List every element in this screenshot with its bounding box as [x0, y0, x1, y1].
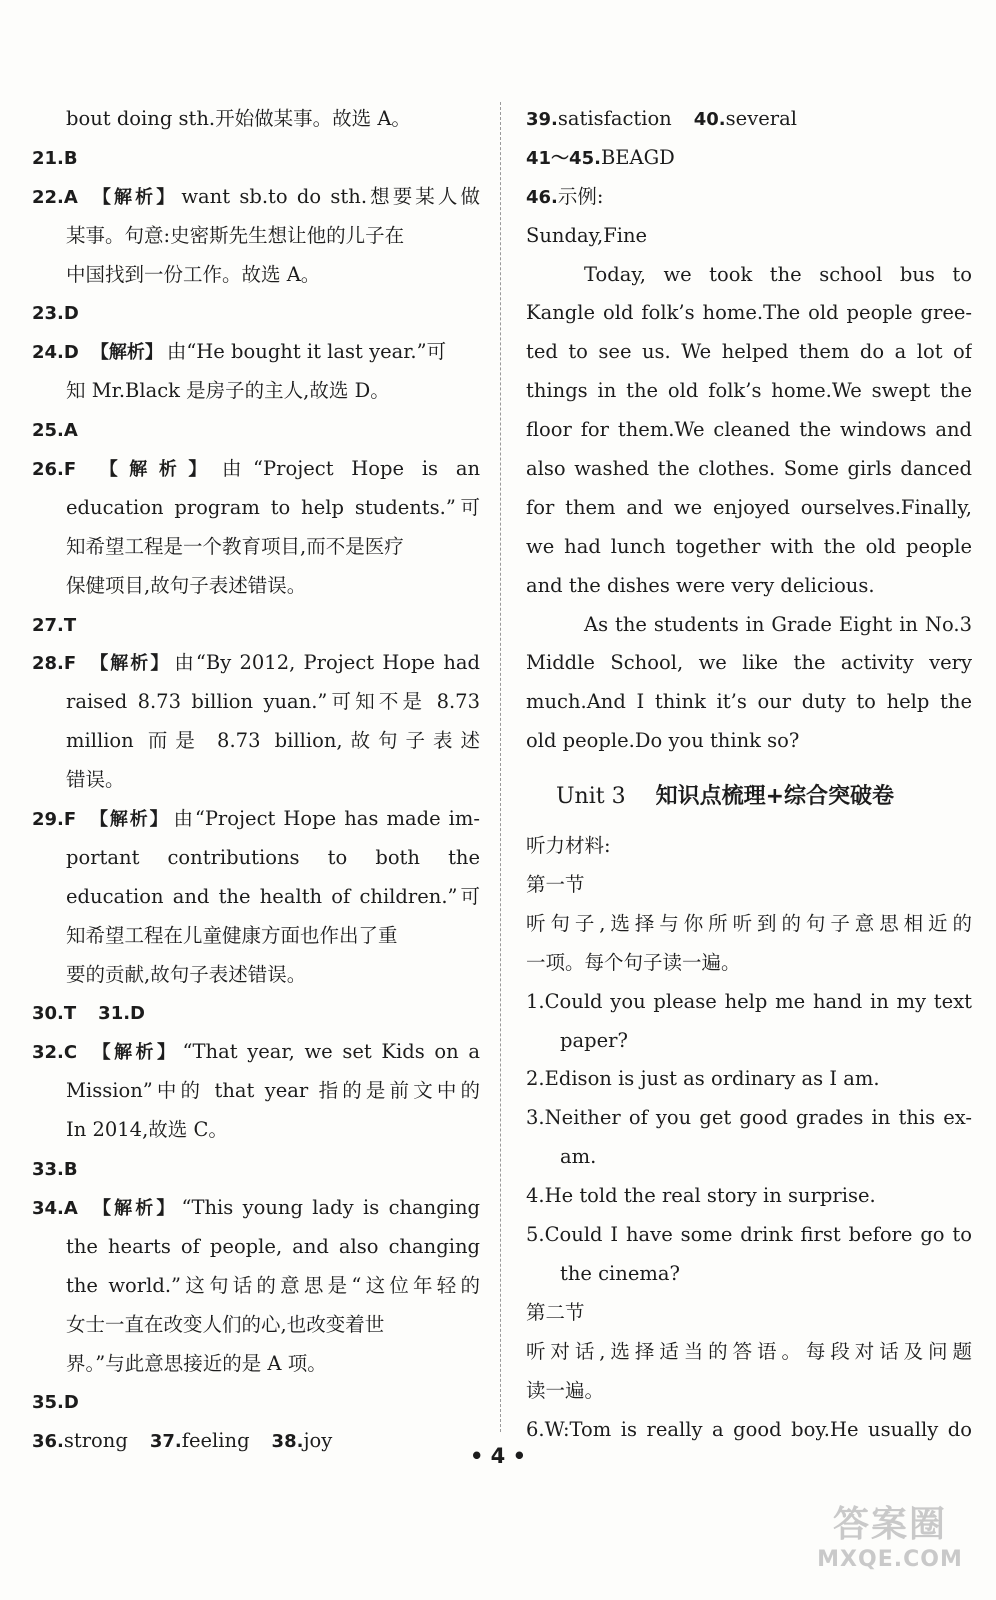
text-line — [526, 722, 972, 761]
watermark-logo — [810, 1496, 970, 1586]
answer-number: 26.F — [32, 459, 77, 481]
page-number: • 4 • — [469, 1444, 527, 1468]
text-line — [32, 1111, 480, 1150]
listening-material — [526, 827, 972, 1449]
line-text: Middle School, we like the activity very — [526, 651, 972, 675]
answer-number: 27.T — [32, 614, 77, 636]
text-line — [32, 294, 480, 333]
composition-answer — [526, 100, 972, 761]
text-line — [32, 722, 480, 761]
line-text: am. — [560, 1145, 597, 1169]
line-text: strong — [63, 1429, 128, 1453]
text-line — [526, 567, 972, 606]
line-text: the world.”这句话的意思是“这位年轻的 — [66, 1273, 480, 1297]
text-line — [526, 1177, 972, 1216]
left-column — [32, 100, 480, 1461]
line-text: 保健项目,故句子表述错误。 — [66, 573, 307, 597]
line-text: 第一节 — [526, 873, 585, 897]
text-line — [32, 1306, 480, 1345]
answer-number: 46. — [526, 186, 558, 208]
analysis-tag: 【解析】 — [88, 809, 170, 831]
text-line — [526, 217, 972, 256]
line-text: bout doing sth.开始做某事。故选 A。 — [66, 107, 411, 130]
line-text: much.And I think it’s our duty to help the — [526, 690, 972, 714]
answer-number: 39. — [526, 109, 558, 130]
line-text: 4.He told the real story in surprise. — [526, 1184, 876, 1208]
text-line — [526, 866, 972, 905]
text-line — [32, 606, 480, 645]
line-text: 一项。每个句子读一遍。 — [526, 950, 741, 974]
answer-number: 23.D — [32, 303, 79, 325]
text-line — [32, 1072, 480, 1111]
text-line — [526, 905, 972, 944]
line-text: the hearts of people, and also changing — [66, 1234, 480, 1258]
answer-number: 29.F — [32, 809, 77, 831]
text-line — [526, 1099, 972, 1138]
text-line — [526, 139, 972, 178]
line-text: joy — [303, 1429, 333, 1453]
line-text: 界。”与此意思接近的是 A 项。 — [66, 1351, 327, 1375]
line-text: portant contributions to both the — [66, 845, 480, 869]
unit-title: 知识点梳理+综合突破卷 — [655, 784, 895, 810]
column-divider — [500, 102, 501, 1432]
line-text: 第二节 — [526, 1300, 585, 1324]
line-text: 读一遍。 — [526, 1378, 605, 1402]
text-line — [32, 917, 480, 956]
analysis-tag: 【解析】 — [89, 186, 178, 208]
answer-number: 38. — [271, 1431, 304, 1453]
line-text: 1.Could you please help me hand in my text — [526, 989, 972, 1013]
unit-heading — [526, 767, 972, 827]
text-line — [32, 411, 480, 450]
text-line — [32, 761, 480, 800]
analysis-tag: 【解析】 — [88, 653, 171, 675]
text-line — [526, 944, 972, 983]
text-line — [526, 372, 972, 411]
line-text: 女士一直在改变人们的心,也改变着世 — [66, 1312, 385, 1336]
text-line — [32, 683, 480, 722]
line-text: we had lunch together with the old people — [526, 534, 972, 558]
text-line — [32, 800, 480, 839]
answer-number: 34.A — [32, 1197, 78, 1219]
answer-number: 40. — [693, 109, 726, 130]
line-text: Today, we took the school bus to — [584, 262, 972, 286]
text-line — [32, 256, 480, 295]
line-text: Sunday,Fine — [526, 223, 648, 247]
answer-number: 33.B — [32, 1159, 78, 1181]
text-line — [526, 450, 972, 489]
line-text: things in the old folk’s home.We swept the — [526, 379, 972, 403]
text-line — [526, 683, 972, 722]
text-line — [32, 372, 480, 411]
line-text: 听对话,选择适当的答语。每段对话及问题 — [526, 1339, 972, 1363]
line-text: 知 Mr.Black 是房子的主人,故选 D。 — [66, 379, 390, 403]
text-line — [32, 333, 480, 372]
answer-number: 36. — [32, 1431, 64, 1453]
line-text: In 2014,故选 C。 — [66, 1118, 228, 1142]
text-line — [32, 839, 480, 878]
text-line — [526, 333, 972, 372]
answer-number: 30.T — [32, 1003, 77, 1025]
line-text: several — [725, 107, 797, 130]
text-line — [526, 528, 972, 567]
line-text: 错误。 — [66, 768, 125, 792]
text-line — [32, 1267, 480, 1306]
line-text: floor for them.We cleaned the windows and — [526, 418, 972, 442]
watermark-logo-text: 答案圈 — [832, 1504, 947, 1545]
text-line — [32, 178, 480, 217]
text-line — [32, 528, 480, 567]
line-text: old people.Do you think so? — [526, 729, 800, 753]
line-text: for them and we enjoyed ourselves.Finally, — [526, 495, 972, 519]
answer-number: 32.C — [32, 1042, 78, 1064]
answer-number: 31.D — [98, 1003, 145, 1025]
text-line — [32, 994, 480, 1033]
text-line — [32, 100, 480, 139]
line-text: 6.W:Tom is really a good boy.He usually do — [526, 1417, 972, 1441]
text-line — [526, 1138, 972, 1177]
text-line — [526, 1022, 972, 1061]
line-text: As the students in Grade Eight in No.3 — [584, 612, 972, 636]
answer-number: 25.A — [32, 420, 78, 442]
text-line — [32, 139, 480, 178]
line-text: 中国找到一份工作。故选 A。 — [66, 262, 321, 286]
line-text: 5.Could I have some drink first before go to — [526, 1223, 972, 1247]
text-line — [526, 178, 972, 217]
text-line — [32, 489, 480, 528]
line-text: paper? — [560, 1028, 628, 1052]
text-line — [526, 983, 972, 1022]
text-line — [526, 1294, 972, 1333]
text-line — [32, 1189, 480, 1228]
text-line — [526, 644, 972, 683]
text-line — [526, 1060, 972, 1099]
text-line — [32, 1150, 480, 1189]
line-text: 知希望工程在儿童健康方面也作出了重 — [66, 923, 398, 947]
text-line — [526, 411, 972, 450]
text-line — [526, 100, 972, 139]
line-text: want sb.to do sth.想要某人做 — [181, 184, 480, 208]
line-text: raised 8.73 billion yuan.”可知不是 8.73 — [66, 690, 480, 714]
line-text: and the dishes were very delicious. — [526, 573, 875, 597]
line-text: 知希望工程是一个教育项目,而不是医疗 — [66, 534, 404, 558]
line-text: ted to see us. We helped them do a lot of — [526, 340, 972, 364]
text-line — [32, 1033, 480, 1072]
answer-number: 28.F — [32, 653, 77, 675]
text-line — [32, 450, 480, 489]
text-line — [526, 827, 972, 866]
line-text: million 而是 8.73 billion,故句子表述 — [66, 729, 480, 753]
line-text: 听力材料: — [526, 834, 611, 858]
analysis-tag: 【解析】 — [90, 342, 163, 364]
line-text: BEAGD — [600, 145, 675, 169]
line-text: education and the health of children.”可 — [66, 884, 480, 908]
text-line — [32, 956, 480, 995]
line-text: satisfaction — [557, 107, 672, 130]
answer-number: 35.D — [32, 1392, 79, 1414]
line-text: the cinema? — [560, 1261, 680, 1285]
answer-number: 41～45. — [526, 147, 601, 169]
line-text: 要的贡献,故句子表述错误。 — [66, 962, 307, 986]
line-text: 由“By 2012, Project Hope had — [174, 651, 480, 675]
line-text: “That year, we set Kids on a — [182, 1040, 480, 1064]
line-text: also washed the clothes. Some girls danced — [526, 457, 972, 481]
text-line — [526, 606, 972, 645]
line-text: “This young lady is changing — [181, 1195, 480, 1219]
line-text: 某事。句意:史密斯先生想让他的儿子在 — [66, 223, 405, 247]
text-line — [526, 1216, 972, 1255]
text-line — [32, 1383, 480, 1422]
right-column — [526, 100, 972, 1449]
text-line — [526, 1372, 972, 1411]
text-line — [526, 1333, 972, 1372]
line-text: 示例: — [557, 184, 604, 208]
answer-number: 24.D — [32, 342, 79, 364]
text-line — [32, 878, 480, 917]
text-line — [32, 1345, 480, 1384]
unit-number: Unit 3 — [556, 784, 626, 810]
line-text: feeling — [181, 1429, 250, 1453]
text-line — [32, 644, 480, 683]
text-line — [526, 489, 972, 528]
analysis-tag: 【解析】 — [89, 1042, 179, 1064]
text-line — [526, 1255, 972, 1294]
line-text: education program to help students.”可 — [66, 495, 480, 519]
text-line — [526, 256, 972, 295]
line-text: Mission”中的 that year 指的是前文中的 — [66, 1079, 480, 1103]
line-text: 由“Project Hope is an — [221, 457, 480, 481]
line-text: 2.Edison is just as ordinary as I am. — [526, 1067, 880, 1091]
line-text: 听句子,选择与你所听到的句子意思相近的 — [526, 911, 972, 935]
text-line — [526, 294, 972, 333]
text-line — [32, 1228, 480, 1267]
analysis-tag: 【解析】 — [89, 1197, 178, 1219]
watermark-site: MXQE.COM — [817, 1547, 963, 1572]
line-text: Kangle old folk’s home.The old people gree- — [526, 301, 972, 325]
text-line — [32, 217, 480, 256]
answer-number: 37. — [149, 1431, 182, 1453]
answer-number: 21.B — [32, 147, 78, 169]
text-line — [32, 567, 480, 606]
line-text: 由“He bought it last year.”可 — [166, 340, 447, 364]
line-text: 由“Project Hope has made im- — [173, 807, 480, 831]
answer-number: 22.A — [32, 186, 78, 208]
line-text: 3.Neither of you get good grades in this ex- — [526, 1106, 972, 1130]
analysis-tag: 【解析】 — [88, 459, 218, 481]
